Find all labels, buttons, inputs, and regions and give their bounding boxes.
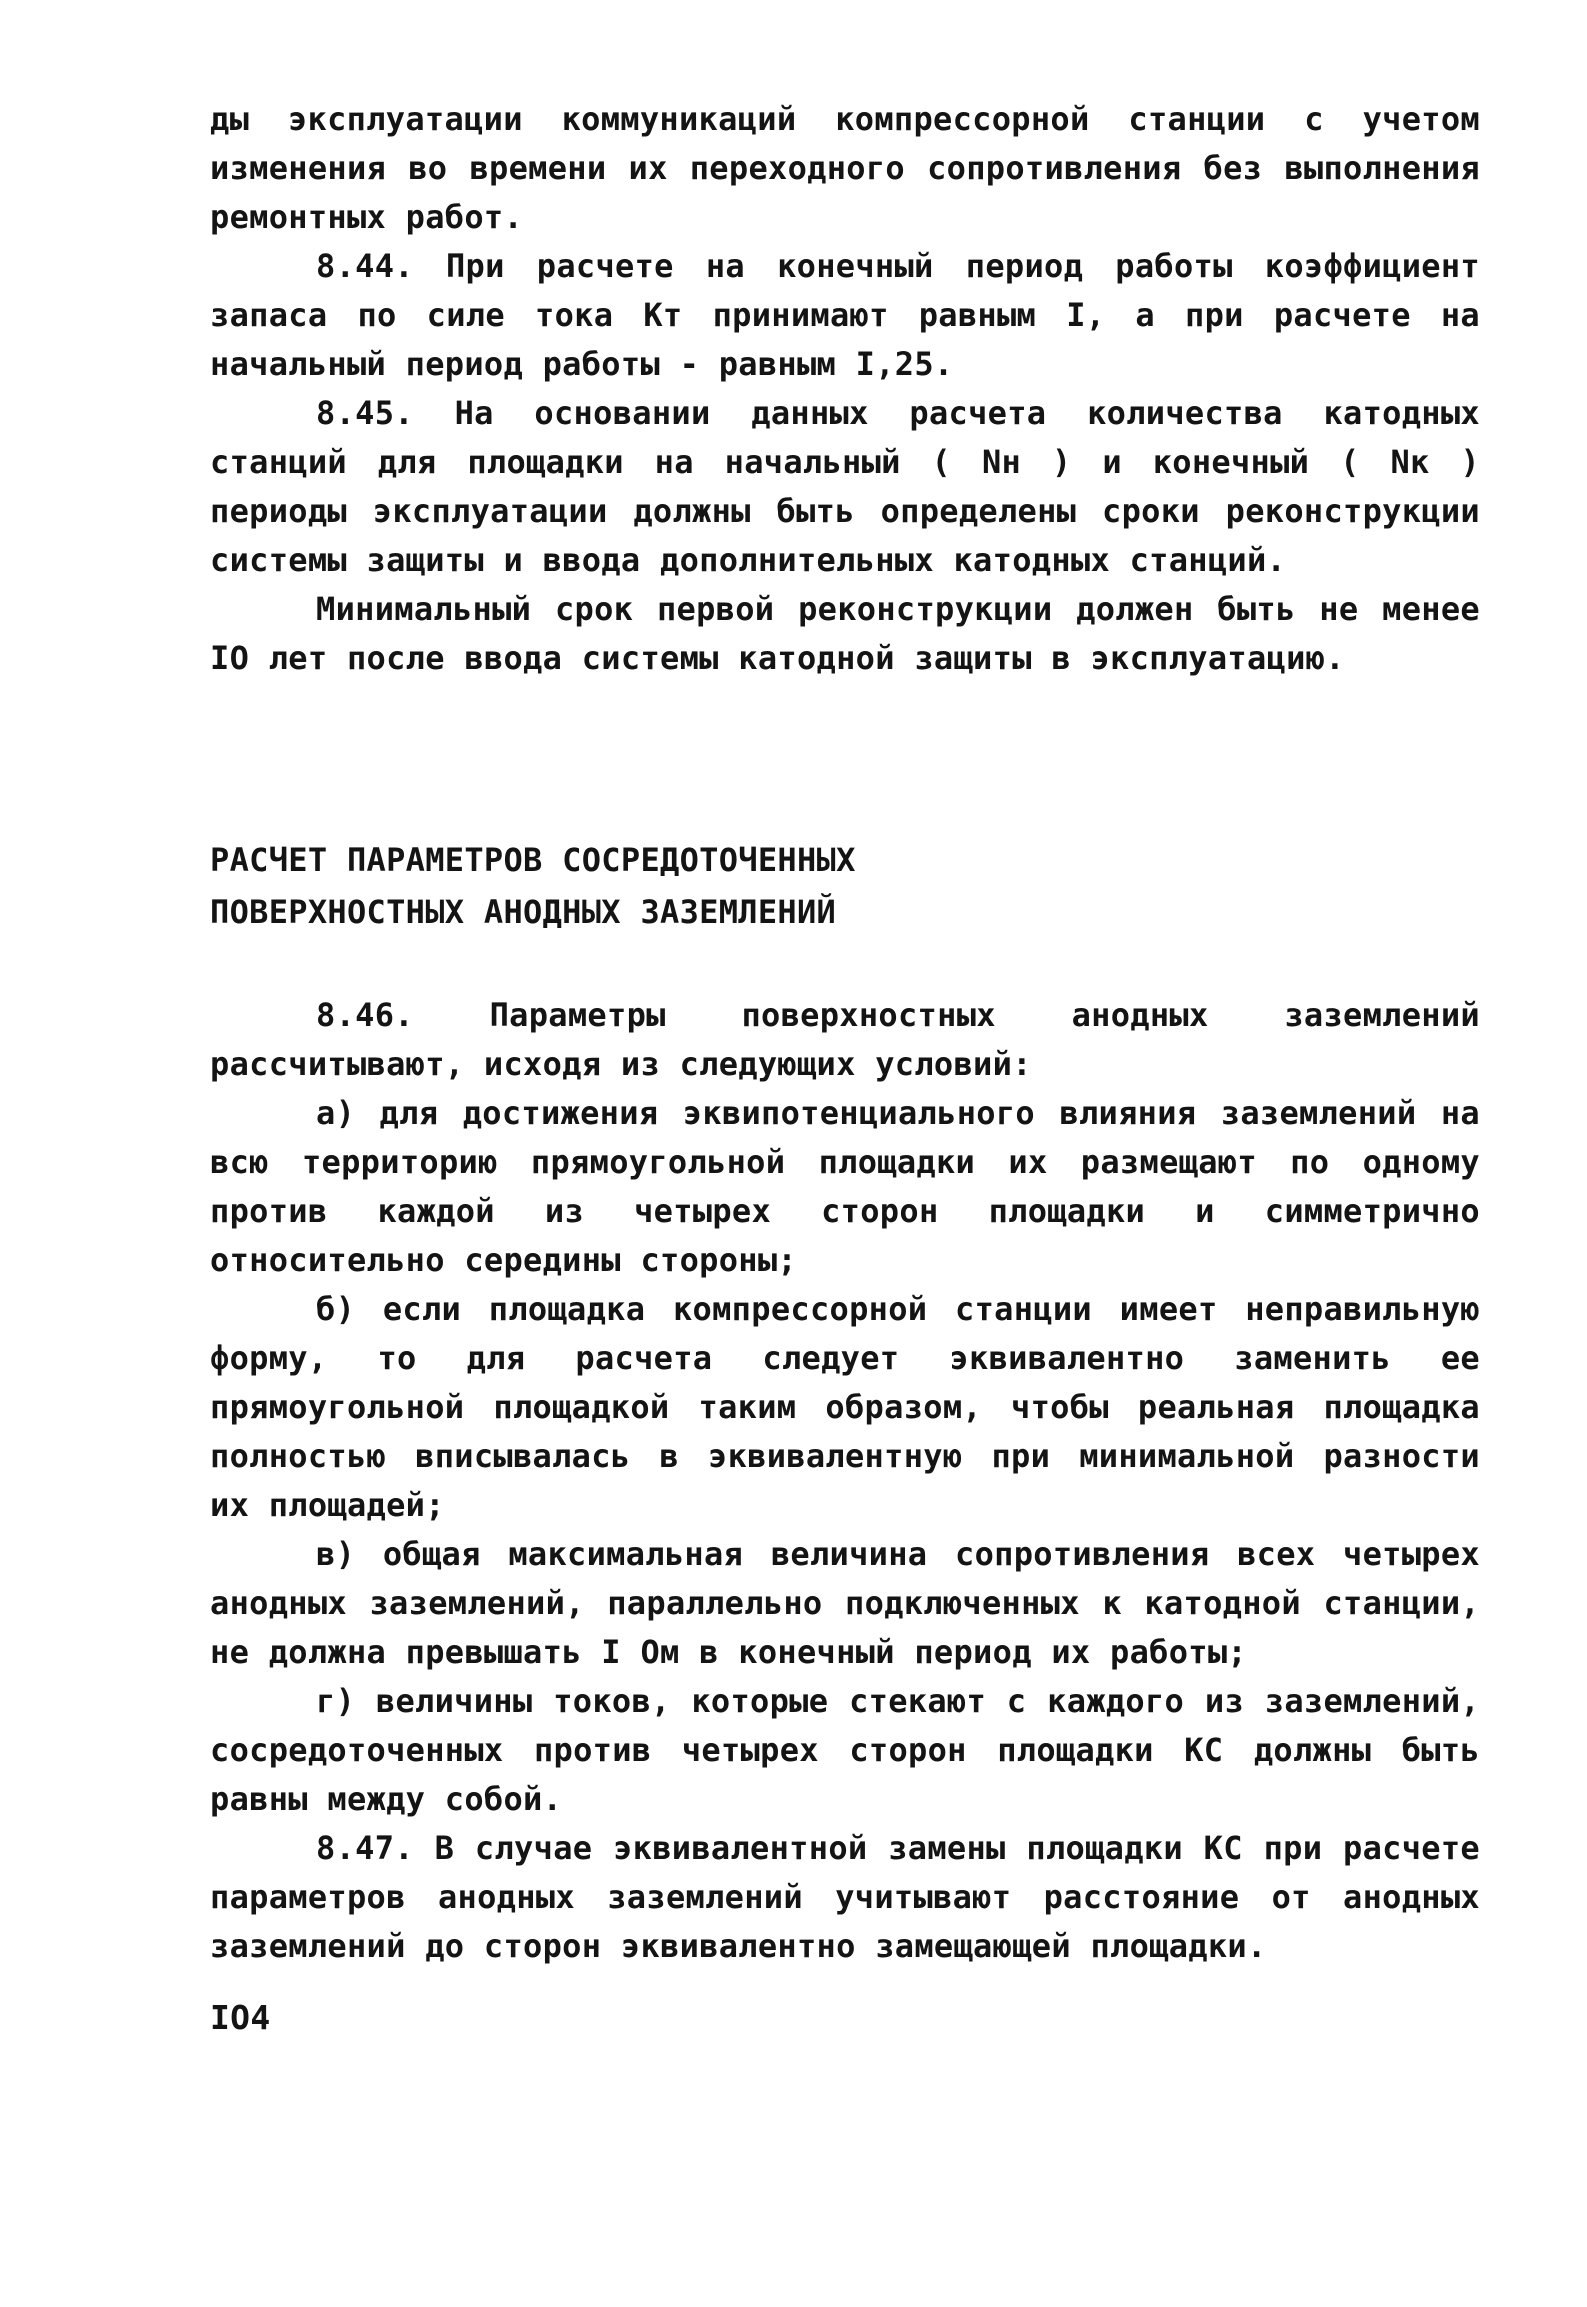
section-heading: РАСЧЕТ ПАРАМЕТРОВ СОСРЕДОТОЧЕННЫХ ПОВЕРХНОСТНЫХ АНОДНЫХ ЗАЗЕМЛЕНИЙ: [210, 841, 856, 931]
paragraph-8-44: 8.44. При расчете на конечный период работы коэффициент запаса по силе тока Кт принимают равным I, а при расчете на начальный период работы - равным I,25.: [210, 247, 1500, 383]
list-item-g: г) величины токов, которые стекают с каждого из заземлений, сосредоточенных против четырех сторон площадки КС должны быть равны между собой.: [210, 1682, 1500, 1818]
page-number: IO4: [210, 1998, 271, 2037]
paragraph-8-47: 8.47. В случае эквивалентной замены площадки КС при расчете параметров анодных заземлений учитывают расстояние от анодных заземлений до сторон эквивалентно замещающей площадки.: [210, 1829, 1500, 1965]
document-page: [210, 95, 1500, 2042]
paragraph-8-45: 8.45. На основании данных расчета количества катодных станций для площадки на начальный ( Nн ) и конечный ( Nк ) периоды эксплуатации должны быть определены сроки реконструкции системы защиты и ввода дополнительных катодных станций.: [210, 394, 1500, 579]
list-item-v: в) общая максимальная величина сопротивления всех четырех анодных заземлений, параллельно подключенных к катодной станции, не должна превышать I Ом в конечный период их работы;: [210, 1535, 1500, 1671]
paragraph-8-46: 8.46. Параметры поверхностных анодных заземлений рассчитывают, исходя из следующих условий:: [210, 996, 1500, 1083]
paragraph-continued: ды эксплуатации коммуникаций компрессорной станции с учетом изменения во времени их переходного сопротивления без выполнения ремонтных работ.: [210, 100, 1500, 236]
list-item-b: б) если площадка компрессорной станции имеет неправильную форму, то для расчета следует эквивалентно заменить ее прямоугольной площадкой таким образом, чтобы реальная площадка полностью вписывалась в эквивалентную при минимальной разности их площадей;: [210, 1290, 1500, 1524]
paragraph-minimum-term: Минимальный срок первой реконструкции должен быть не менее IO лет после ввода системы катодной защиты в эксплуатацию.: [210, 590, 1500, 677]
list-item-a: а) для достижения эквипотенциального влияния заземлений на всю территорию прямоугольной площадки их размещают по одному против каждой из четырех сторон площадки и симметрично относительно середины стороны;: [210, 1094, 1500, 1279]
